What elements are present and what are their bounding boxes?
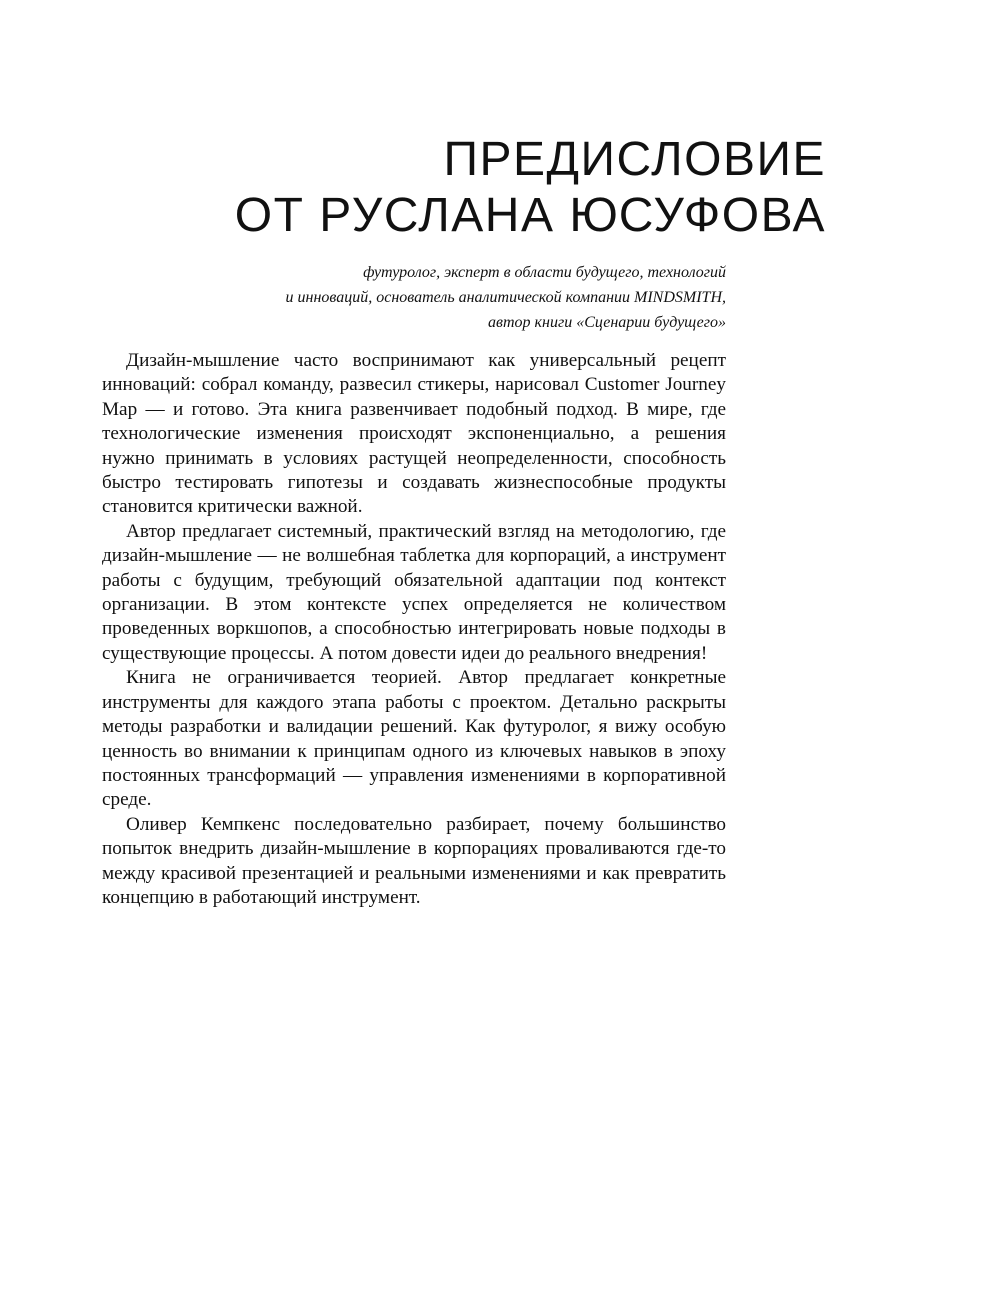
- chapter-title-line-2: ОТ РУСЛАНА ЮСУФОВА: [234, 189, 826, 242]
- paragraph: Дизайн-мышление часто воспринимают как универсальный рецепт инноваций: собрал команду, развесил стикеры, нарисовал Customer Journey Map — и готово. Эта книга развенчивает подобный подход. В мире, где технологические изменения происходят экспоненциально, а решения нужно принимать в условиях растущей неопределенности, способность быстро тестировать гипотезы и создавать жизнеспособные продукты становится критически важной.: [102, 350, 726, 518]
- byline-line-1: футуролог, эксперт в области будущего, технологий: [363, 264, 726, 281]
- paragraph: Книга не ограничивается теорией. Автор предлагает конкретные инструменты для каждого этапа работы с проектом. Детально раскрыты методы разработки и валидации решений. Как футуролог, я вижу особую ценность во внимании к принципам одного из ключевых навыков в эпоху постоянных трансформаций — управления изменениями в корпоративной среде.: [102, 667, 726, 811]
- author-byline: [106, 260, 726, 335]
- chapter-title: [66, 132, 826, 244]
- chapter-title-line-1: ПРЕДИСЛОВИЕ: [443, 133, 826, 186]
- byline-line-3: автор книги «Сценарии будущего»: [488, 314, 726, 331]
- paragraph: Оливер Кемпкенс последовательно разбирает, почему большинство попыток внедрить дизайн-мышление в корпорациях проваливаются где-то между красивой презентацией и реальными изменениями и как превратить концепцию в работающий инструмент.: [102, 813, 726, 908]
- byline-line-2: и инноваций, основатель аналитической компании MINDSMITH,: [285, 289, 726, 306]
- paragraph: Автор предлагает системный, практический взгляд на методологию, где дизайн-мышление — не волшебная таблетка для корпораций, а инструмент работы с будущим, требующий обязательной адаптации под контекст организации. В этом контексте успех определяется не количеством проведенных воркшопов, а способностью интегрировать новые подходы в существующие процессы. А потом довести идеи до реального внедрения!: [102, 520, 726, 664]
- body-text: [102, 349, 726, 910]
